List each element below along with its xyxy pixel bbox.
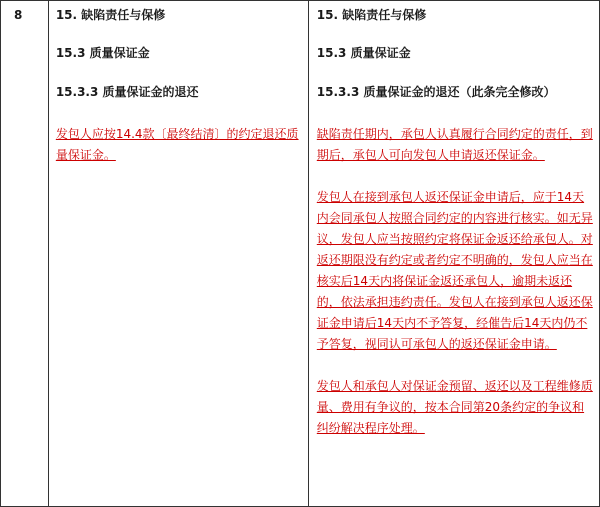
revised-clause-paragraph-2: 发包人在接到承包人返还保证金申请后，应于14天内会同承包人按照合同约定的内容进行核实。如无异议，发包人应当按照约定将保证金返还给承包人。对返还期限没有约定或者约定不明确的，发包人应当在核实后14天内将保证金返还承包人，逾期未返还的，依法承担违约责任。发包人在接到承包人返还保证金申请后14天内不予答复，经催告后14天内仍不予答复，视同认可承包人的返还保证金申请。 [316,190,593,351]
section-heading-15: 15. 缺陷责任与保修 [316,8,427,22]
revised-clause-paragraph-1: 缺陷责任期内，承包人认真履行合同约定的责任，到期后，承包人可向发包人申请返还保证金。 [316,127,593,162]
revised-clause-paragraph-3: 发包人和承包人对保证金预留、返还以及工程维修质量、费用有争议的，按本合同第20条约定的争议和纠纷解决程序处理。 [316,379,593,435]
row-number: 8 [14,8,23,22]
table-row [1,1,600,507]
section-heading-15: 15. 缺陷责任与保修 [55,8,166,22]
section-heading-15-3-3: 15.3.3 质量保证金的退还 [55,85,199,99]
section-heading-15-3: 15.3 质量保证金 [316,46,411,60]
row-number-cell [1,1,49,507]
section-heading-15-3: 15.3 质量保证金 [55,46,150,60]
original-clause-cell [48,1,308,507]
revised-clause-cell [308,1,599,507]
section-heading-15-3-3: 15.3.3 质量保证金的退还（此条完全修改） [316,85,556,99]
original-clause-text: 发包人应按14.4款〔最终结清〕的约定退还质量保证金。 [55,127,299,162]
